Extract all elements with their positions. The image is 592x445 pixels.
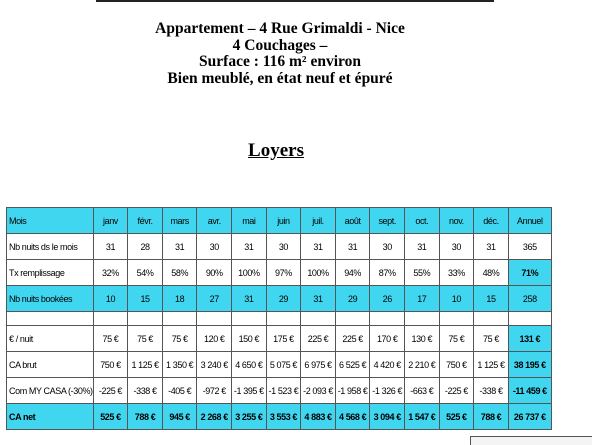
table-cell: 31 xyxy=(232,234,267,260)
table-cell: 788 € xyxy=(128,404,163,430)
table-row xyxy=(7,326,552,352)
table-cell: -338 € xyxy=(474,378,509,404)
table-cell: -1 395 € xyxy=(232,378,267,404)
table-cell: 58% xyxy=(162,260,197,286)
table-header-row xyxy=(7,208,552,234)
section-title-loyers: Loyers xyxy=(248,140,304,161)
table-row xyxy=(7,378,552,404)
table-cell: 750 € xyxy=(439,352,474,378)
table-cell: 788 € xyxy=(474,404,509,430)
table-row xyxy=(7,260,552,286)
table-cell: 90% xyxy=(197,260,232,286)
month-header: nov. xyxy=(439,208,474,234)
annual-cell: 38 195 € xyxy=(508,352,551,378)
table-cell: 100% xyxy=(301,260,336,286)
table-cell: 29 xyxy=(266,286,301,312)
table-cell: 1 125 € xyxy=(128,352,163,378)
empty-cell xyxy=(7,312,94,326)
table-cell: 4 568 € xyxy=(335,404,370,430)
table-row xyxy=(7,404,552,430)
table-cell: 54% xyxy=(128,260,163,286)
row-label: € / nuit xyxy=(7,326,94,352)
table-cell: 30 xyxy=(266,234,301,260)
table-cell: 130 € xyxy=(405,326,440,352)
table-cell: 30 xyxy=(439,234,474,260)
table-cell: 30 xyxy=(197,234,232,260)
table-cell: 31 xyxy=(335,234,370,260)
table-cell: 94% xyxy=(335,260,370,286)
table-cell: 27 xyxy=(197,286,232,312)
property-address: Appartement – 4 Rue Grimaldi - Nice xyxy=(155,20,405,37)
annual-cell: 365 xyxy=(508,234,551,260)
table-cell: 75 € xyxy=(93,326,128,352)
annual-cell: -11 459 € xyxy=(508,378,551,404)
table-cell: 55% xyxy=(405,260,440,286)
table-cell: -1 523 € xyxy=(266,378,301,404)
table-cell: 100% xyxy=(232,260,267,286)
table-row xyxy=(7,352,552,378)
table-cell: 10 xyxy=(93,286,128,312)
empty-cell xyxy=(232,312,267,326)
month-header: juin xyxy=(266,208,301,234)
table-cell: 4 883 € xyxy=(301,404,336,430)
table-cell: 750 € xyxy=(93,352,128,378)
table-cell: 3 255 € xyxy=(232,404,267,430)
table-cell: 3 094 € xyxy=(370,404,405,430)
table-cell: 31 xyxy=(301,286,336,312)
table-cell: 31 xyxy=(93,234,128,260)
property-condition: Bien meublé, en état neuf et épuré xyxy=(167,69,393,87)
table-cell: 75 € xyxy=(162,326,197,352)
table-cell: 6 525 € xyxy=(335,352,370,378)
month-header: mars xyxy=(162,208,197,234)
table-row xyxy=(7,286,552,312)
table-cell: 75 € xyxy=(128,326,163,352)
table-cell: 31 xyxy=(301,234,336,260)
table-cell: 10 xyxy=(439,286,474,312)
table-cell: 17 xyxy=(405,286,440,312)
rent-table xyxy=(6,207,552,430)
empty-cell xyxy=(439,312,474,326)
row-label: Mois xyxy=(7,208,94,234)
table-cell: 48% xyxy=(474,260,509,286)
table-cell: 75 € xyxy=(474,326,509,352)
month-header: janv xyxy=(93,208,128,234)
table-cell: -1 958 € xyxy=(335,378,370,404)
table-cell: 33% xyxy=(439,260,474,286)
table-cell: 120 € xyxy=(197,326,232,352)
table-cell: 15 xyxy=(474,286,509,312)
property-surface: Surface : 116 m² environ xyxy=(199,53,361,70)
property-header xyxy=(110,21,450,87)
table-cell: 29 xyxy=(335,286,370,312)
table-cell: -1 326 € xyxy=(370,378,405,404)
row-label: CA brut xyxy=(7,352,94,378)
table-cell: 28 xyxy=(128,234,163,260)
month-header: mai xyxy=(232,208,267,234)
month-header: sept. xyxy=(370,208,405,234)
month-header: avr. xyxy=(197,208,232,234)
row-label: Com MY CASA (-30%) xyxy=(7,378,94,404)
table-cell: 525 € xyxy=(439,404,474,430)
annual-cell: 131 € xyxy=(508,326,551,352)
table-cell: 4 420 € xyxy=(370,352,405,378)
row-label: Nb nuits ds le mois xyxy=(7,234,94,260)
table-cell: 225 € xyxy=(335,326,370,352)
month-header: févr. xyxy=(128,208,163,234)
table-cell: 1 350 € xyxy=(162,352,197,378)
row-label: CA net xyxy=(7,404,94,430)
table-cell: 1 547 € xyxy=(405,404,440,430)
month-header: juil. xyxy=(301,208,336,234)
table-cell: -972 € xyxy=(197,378,232,404)
table-cell: 3 553 € xyxy=(266,404,301,430)
table-cell: 3 240 € xyxy=(197,352,232,378)
empty-cell xyxy=(93,312,128,326)
table-cell: -405 € xyxy=(162,378,197,404)
annual-header: Annuel xyxy=(508,208,551,234)
table-cell: 31 xyxy=(405,234,440,260)
table-cell: 31 xyxy=(474,234,509,260)
table-cell: 2 268 € xyxy=(197,404,232,430)
empty-cell xyxy=(162,312,197,326)
table-cell: 75 € xyxy=(439,326,474,352)
table-cell: 15 xyxy=(128,286,163,312)
empty-cell xyxy=(335,312,370,326)
empty-cell xyxy=(370,312,405,326)
table-cell: 150 € xyxy=(232,326,267,352)
table-cell: 31 xyxy=(232,286,267,312)
month-header: déc. xyxy=(474,208,509,234)
table-cell: 30 xyxy=(370,234,405,260)
table-cell: 31 xyxy=(162,234,197,260)
empty-cell xyxy=(197,312,232,326)
table-cell: 945 € xyxy=(162,404,197,430)
table-cell: 32% xyxy=(93,260,128,286)
table-cell: -663 € xyxy=(405,378,440,404)
table-cell: 4 650 € xyxy=(232,352,267,378)
property-sleeps: 4 Couchages – xyxy=(232,36,328,54)
table-cell: -338 € xyxy=(128,378,163,404)
empty-cell xyxy=(128,312,163,326)
top-rule xyxy=(96,0,494,2)
table-cell: 2 210 € xyxy=(405,352,440,378)
table-row xyxy=(7,234,552,260)
row-label: Nb nuits bookées xyxy=(7,286,94,312)
annual-cell: 258 xyxy=(508,286,551,312)
empty-cell xyxy=(405,312,440,326)
table-cell: 225 € xyxy=(301,326,336,352)
table-cell: -225 € xyxy=(93,378,128,404)
month-header: oct. xyxy=(405,208,440,234)
table-cell: 1 125 € xyxy=(474,352,509,378)
annual-cell: 71% xyxy=(508,260,551,286)
table-cell: -225 € xyxy=(439,378,474,404)
table-cell: 87% xyxy=(370,260,405,286)
month-header: août xyxy=(335,208,370,234)
table-cell: 6 975 € xyxy=(301,352,336,378)
table-cell: 5 075 € xyxy=(266,352,301,378)
empty-cell xyxy=(266,312,301,326)
table-cell: -2 093 € xyxy=(301,378,336,404)
table-cell: 97% xyxy=(266,260,301,286)
row-label: Tx remplissage xyxy=(7,260,94,286)
annual-cell: 26 737 € xyxy=(508,404,551,430)
table-cell: 26 xyxy=(370,286,405,312)
table-cell: 170 € xyxy=(370,326,405,352)
table-cell: 18 xyxy=(162,286,197,312)
table-cell: 175 € xyxy=(266,326,301,352)
empty-cell xyxy=(301,312,336,326)
table-spacer-row xyxy=(7,312,552,326)
table-cell: 525 € xyxy=(93,404,128,430)
empty-cell xyxy=(474,312,509,326)
empty-cell xyxy=(508,312,551,326)
